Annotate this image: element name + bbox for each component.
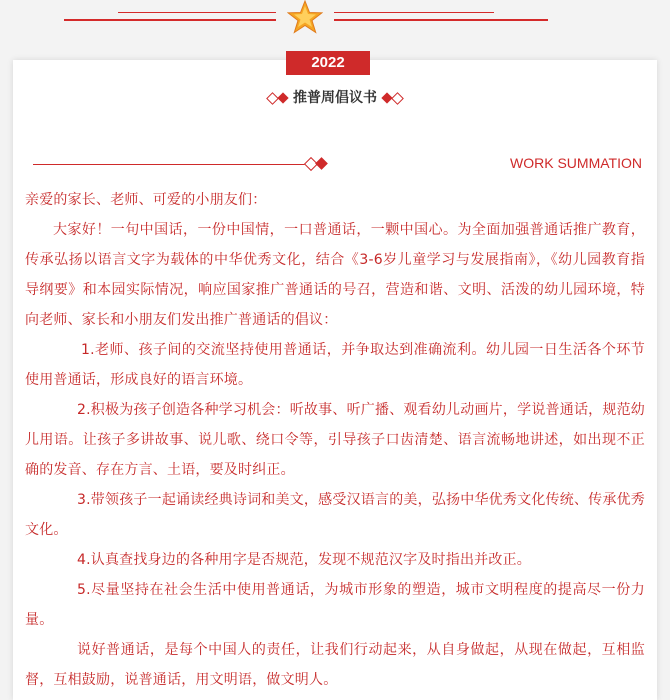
deco-line-right-outer xyxy=(334,19,548,21)
deco-line-right-inner xyxy=(334,12,494,13)
diamond-solid-icon xyxy=(277,92,288,103)
page-title: 推普周倡议书 xyxy=(293,90,377,106)
list-item: 5.尽量坚持在社会生活中使用普通话，为城市形象的塑造，城市文明程度的提高尽一份力量。 xyxy=(25,582,645,628)
closing-paragraph: 说好普通话，是每个中国人的责任，让我们行动起来，从自身做起，从现在做起，互相监督，互相鼓励，说普通话，用文明语，做文明人。 xyxy=(25,642,645,688)
greeting: 亲爱的家长、老师、可爱的小朋友们： xyxy=(25,192,267,208)
star-icon xyxy=(287,0,323,34)
list-item: 1.老师、孩子间的交流坚持使用普通话，并争取达到准确流利。幼儿园一日生活各个环节使用普通话，形成良好的语言环境。 xyxy=(25,342,645,388)
summation-divider xyxy=(33,164,313,165)
title-row xyxy=(0,87,670,109)
diamond-outline-icon xyxy=(391,92,404,105)
summation-label: WORK SUMMATION xyxy=(510,155,642,171)
letter-body xyxy=(25,185,645,695)
deco-line-left-outer xyxy=(64,19,276,21)
year-badge: 2022 xyxy=(286,51,370,75)
list-item: 4.认真查找身边的各种用字是否规范，发现不规范汉字及时指出并改正。 xyxy=(77,552,531,568)
top-decoration xyxy=(0,0,670,44)
list-item: 2.积极为孩子创造各种学习机会：听故事、听广播、观看幼儿动画片，学说普通话，规范幼儿用语。让孩子多讲故事、说儿歌、绕口令等，引导孩子口齿清楚、语言流畅地讲述，如出现不正确的发音、存在方言、土语，要及时纠正。 xyxy=(25,402,645,478)
list-item: 3.带领孩子一起诵读经典诗词和美文，感受汉语言的美，弘扬中华优秀文化传统、传承优秀文化。 xyxy=(25,492,645,538)
intro-paragraph: 大家好！一句中国话，一份中国情，一口普通话，一颗中国心。为全面加强普通话推广教育，传承弘扬以语言文字为载体的中华优秀文化，结合《3-6岁儿童学习与发展指南》，《幼儿园教育指导纲要》和本园实际情况，响应国家推广普通话的号召，营造和谐、文明、活泼的幼儿园环境，特向老师、家长和小朋友们发出推广普通话的倡议： xyxy=(25,222,645,328)
deco-line-left-inner xyxy=(118,12,276,13)
